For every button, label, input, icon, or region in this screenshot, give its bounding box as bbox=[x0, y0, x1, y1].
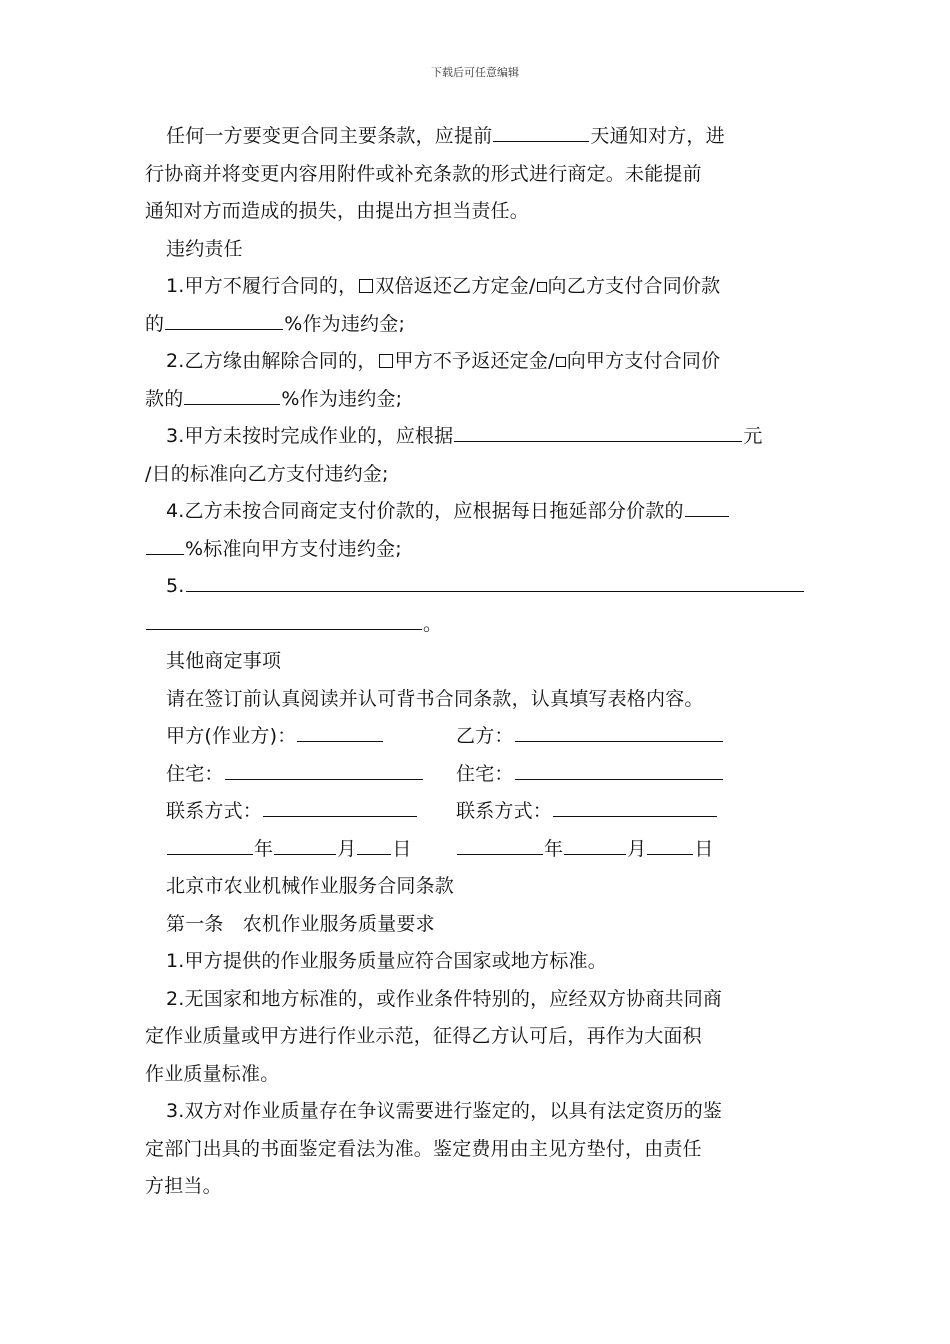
breach-item-2: 2.乙方缘由解除合同的， 甲方不予返还定金/ 向甲方支付合同价 bbox=[166, 350, 721, 372]
breach-4-percent-blank-b[interactable] bbox=[146, 532, 184, 555]
breach-1-percent-blank[interactable] bbox=[165, 307, 283, 330]
checkbox-no-refund[interactable] bbox=[379, 354, 393, 368]
breach-item-5-cont: 。 bbox=[145, 606, 809, 644]
party-a-day-blank[interactable] bbox=[357, 832, 391, 855]
page-header: 下载后可任意编辑 bbox=[431, 66, 519, 79]
notice-line-2: 行协商并将变更内容用附件或补充条款的形式进行商定。未能提前 bbox=[145, 162, 702, 185]
breach-item-1-cont: 的 %作为违约金; bbox=[145, 306, 809, 344]
breach-item-4-cont: %标准向甲方支付违约金; bbox=[145, 531, 809, 569]
checkbox-pay-percent[interactable] bbox=[537, 282, 547, 292]
date-row: 年 月 日 年 月 日 bbox=[145, 831, 809, 869]
term-3-cont-2: 方担当。 bbox=[145, 1175, 222, 1197]
term-3-cont-1: 定部门出具的书面鉴定看法为准。鉴定费用由主见方垫付，由责任 bbox=[145, 1137, 702, 1160]
notice-line-1: 任何一方要变更合同主要条款，应提前 天通知对方，进 bbox=[145, 118, 809, 156]
term-1: 1.甲方提供的作业服务质量应符合国家或地方标准。 bbox=[166, 950, 607, 972]
party-a-year-blank[interactable] bbox=[167, 832, 253, 855]
checkbox-double-deposit[interactable] bbox=[359, 279, 373, 293]
address-row: 住宅： 住宅： bbox=[145, 756, 809, 794]
party-a-month-blank[interactable] bbox=[274, 832, 336, 855]
terms-title: 北京市农业机械作业服务合同条款 bbox=[166, 875, 455, 897]
breach-5-blank-a[interactable] bbox=[186, 569, 804, 592]
party-row: 甲方(作业方)： 乙方： bbox=[145, 718, 809, 756]
party-b-year-blank[interactable] bbox=[457, 832, 543, 855]
term-2-cont-2: 作业质量标准。 bbox=[145, 1062, 280, 1085]
party-b-address-blank[interactable] bbox=[515, 757, 723, 780]
breach-2-percent-blank[interactable] bbox=[184, 382, 280, 405]
breach-item-3: 3.甲方未按时完成作业的，应根据 元 bbox=[145, 418, 809, 456]
party-a-blank[interactable] bbox=[297, 719, 383, 742]
term-2-cont-1: 定作业质量或甲方进行作业示范，征得乙方认可后，再作为大面积 bbox=[145, 1025, 702, 1047]
breach-item-5: 5. bbox=[145, 568, 809, 606]
party-b-blank[interactable] bbox=[515, 719, 723, 742]
breach-item-3-cont: /日的标准向乙方支付违约金; bbox=[145, 462, 389, 485]
party-b-day-blank[interactable] bbox=[647, 832, 693, 855]
document-body bbox=[145, 118, 809, 1206]
breach-3-amount-blank[interactable] bbox=[454, 419, 742, 442]
other-title: 其他商定事项 bbox=[166, 650, 282, 672]
notice-days-blank[interactable] bbox=[493, 119, 589, 142]
breach-item-2-cont: 款的 %作为违约金; bbox=[145, 381, 809, 419]
other-instruction: 请在签订前认真阅读并认可背书合同条款，认真填写表格内容。 bbox=[166, 687, 704, 710]
party-b-contact-blank[interactable] bbox=[553, 794, 717, 817]
breach-item-4: 4.乙方未按合同商定支付价款的，应根据每日拖延部分价款的 bbox=[145, 493, 809, 531]
breach-4-percent-blank-a[interactable] bbox=[685, 494, 729, 517]
article-1-title: 第一条 农机作业服务质量要求 bbox=[166, 912, 435, 935]
notice-line-3: 通知对方而造成的损失，由提出方担当责任。 bbox=[145, 200, 530, 222]
term-2: 2.无国家和地方标准的，或作业条件特别的，应经双方协商共同商 bbox=[166, 987, 723, 1010]
breach-item-1: 1.甲方不履行合同的， 双倍返还乙方定金/ 向乙方支付合同价款 bbox=[166, 275, 721, 297]
checkbox-pay-percent-2[interactable] bbox=[556, 357, 566, 367]
term-3: 3.双方对作业质量存在争议需要进行鉴定的，以具有法定资历的鉴 bbox=[166, 1100, 723, 1122]
contact-row: 联系方式： 联系方式： bbox=[145, 793, 809, 831]
breach-5-blank-b[interactable] bbox=[146, 607, 422, 630]
party-b-month-blank[interactable] bbox=[564, 832, 626, 855]
breach-title: 违约责任 bbox=[166, 237, 243, 260]
party-a-address-blank[interactable] bbox=[225, 757, 423, 780]
party-a-contact-blank[interactable] bbox=[263, 794, 417, 817]
